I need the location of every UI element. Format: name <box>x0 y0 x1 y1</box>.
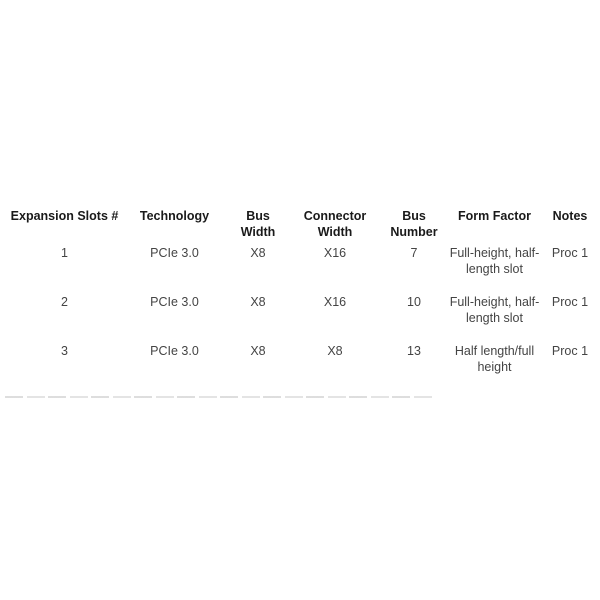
cell-technology: PCIe 3.0 <box>150 344 199 358</box>
table-row <box>7 342 598 391</box>
table-row <box>7 293 598 342</box>
cell-technology: PCIe 3.0 <box>150 295 199 309</box>
cell-connector-width: X8 <box>327 344 343 358</box>
cell-slot: 1 <box>61 246 68 260</box>
cell-technology: PCIe 3.0 <box>150 246 199 260</box>
header-notes: Notes <box>552 209 588 223</box>
expansion-slots-table <box>7 206 598 391</box>
cell-slot: 3 <box>61 344 68 358</box>
cell-bus-number: 7 <box>410 246 418 260</box>
header-bus-number: Bus Number <box>390 209 438 239</box>
header-expansion-slots: Expansion Slots # <box>10 209 119 223</box>
header-connector-width: Connector Width <box>303 209 367 239</box>
cell-connector-width: X16 <box>323 295 347 309</box>
header-form-factor: Form Factor <box>458 209 531 223</box>
cell-notes: Proc 1 <box>551 344 589 358</box>
cell-form-factor: Half length/full height <box>454 344 535 374</box>
table-header-row <box>7 206 598 244</box>
cell-bus-number: 13 <box>407 344 421 358</box>
cell-bus-width: X8 <box>250 344 266 358</box>
cell-form-factor: Full-height, half-length slot <box>449 295 540 325</box>
cell-notes: Proc 1 <box>551 246 589 260</box>
cell-notes: Proc 1 <box>551 295 589 309</box>
cell-slot: 2 <box>61 295 68 309</box>
cell-bus-width: X8 <box>250 295 266 309</box>
header-technology: Technology <box>139 209 210 223</box>
cell-form-factor: Full-height, half-length slot <box>449 246 540 276</box>
cell-bus-width: X8 <box>250 246 266 260</box>
truncated-footnote-strip <box>5 396 435 398</box>
cell-connector-width: X16 <box>323 246 347 260</box>
header-bus-width: Bus Width <box>240 209 276 239</box>
cell-bus-number: 10 <box>407 295 421 309</box>
table-row <box>7 244 598 293</box>
